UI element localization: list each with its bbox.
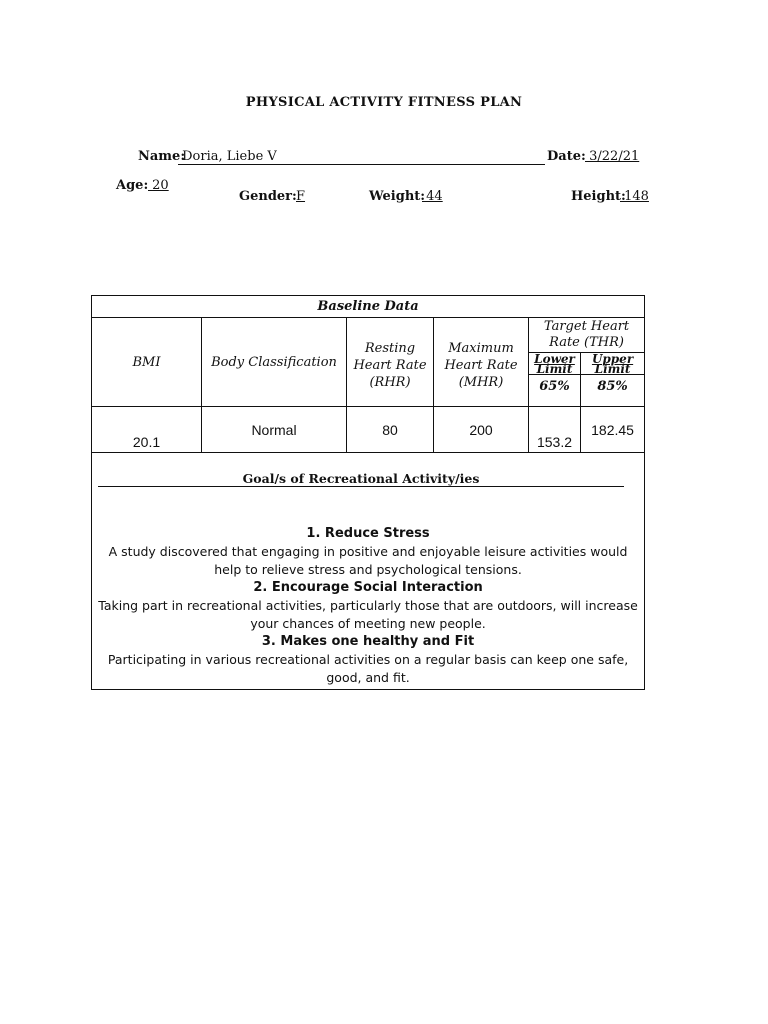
height-label: Height: (571, 189, 626, 204)
upper-limit-header: Upper Limit (581, 353, 645, 375)
goal-description: A study discovered that engaging in positive and enjoyable leisure activities would help to relieve stress and psychological tensions. (108, 544, 628, 577)
baseline-header: Baseline Data (92, 296, 645, 318)
lower-limit-header: Lower Limit (529, 353, 581, 375)
goals-section (92, 453, 645, 690)
page-title: PHYSICAL ACTIVITY FITNESS PLAN (245, 95, 523, 110)
height-value: 148 (620, 189, 649, 204)
weight-value: 44 (422, 189, 443, 204)
weight-label: Weight: (369, 189, 426, 204)
goal-description: Participating in various recreational activities on a regular basis can keep one safe, good, and fit. (107, 652, 629, 685)
age-value: 20 (148, 178, 169, 193)
date-label: Date: (547, 149, 586, 164)
baseline-data-table (91, 295, 645, 690)
upper-percent: 85% (581, 375, 645, 407)
mhr-value: 200 (434, 407, 529, 453)
rhr-header: Resting Heart Rate (RHR) (347, 318, 434, 407)
lower-limit-value: 153.2 (529, 407, 581, 453)
date-value: 3/22/21 (585, 149, 640, 164)
lower-percent: 65% (529, 375, 581, 407)
bmi-header: BMI (92, 318, 202, 407)
goal-title: 3. Makes one healthy and Fit (261, 634, 475, 649)
thr-header: Target Heart Rate (THR) (529, 318, 645, 353)
body-classification-header: Body Classification (202, 318, 347, 407)
age-label: Age: (116, 178, 149, 193)
goal-title: 2. Encourage Social Interaction (253, 580, 483, 595)
gender-value: F (296, 189, 306, 204)
bmi-value: 20.1 (92, 407, 202, 453)
name-value: Doria, Liebe V (178, 149, 277, 164)
goal-title: 1. Reduce Stress (306, 526, 430, 541)
name-label: Name: (138, 149, 186, 164)
goals-header: Goal/s of Recreational Activity/ies (98, 471, 624, 487)
rhr-value: 80 (347, 407, 434, 453)
goal-description: Taking part in recreational activities, particularly those that are outdoors, will increase your chances of meeting new people. (98, 598, 638, 631)
goals-list (96, 525, 640, 687)
gender-label: Gender: (239, 189, 297, 204)
name-underline (178, 164, 545, 165)
mhr-header: Maximum Heart Rate (MHR) (434, 318, 529, 407)
upper-limit-value: 182.45 (581, 407, 645, 453)
body-classification-value: Normal (202, 407, 347, 453)
